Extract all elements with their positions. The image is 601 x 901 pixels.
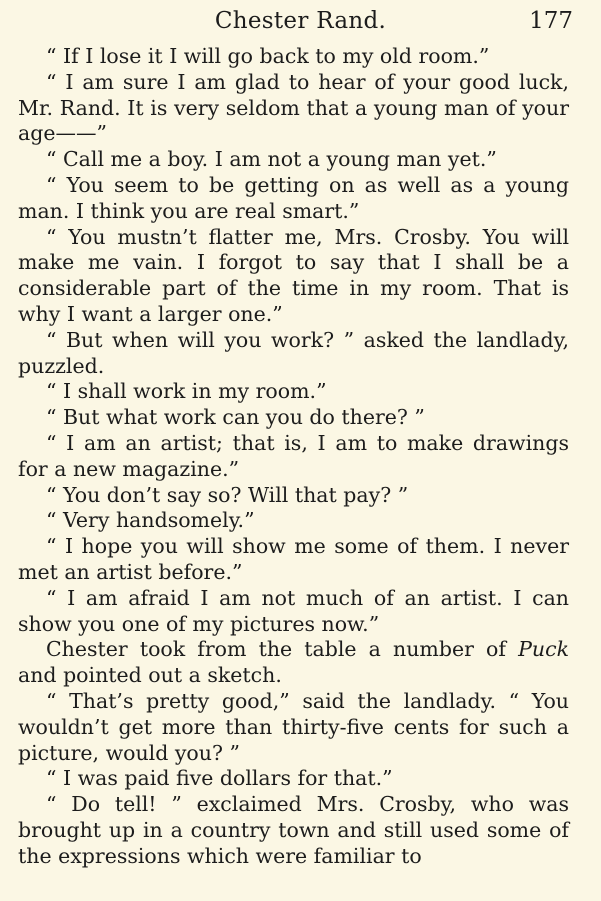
paragraph-13: “ I am afraid I am not much of an artist. I can show you one of my pictures now.” bbox=[18, 585, 569, 636]
paragraph-16: “ I was paid five dollars for that.” bbox=[46, 766, 393, 791]
body-text bbox=[18, 44, 569, 870]
paragraph-9: “ I am an artist; that is, I am to make drawings for a new magazine.” bbox=[18, 430, 569, 481]
paragraph-12: “ I hope you will show me some of them. I never met an artist before.” bbox=[18, 534, 569, 584]
page-number: 177 bbox=[529, 8, 573, 34]
paragraph-4: “ You seem to be getting on as well as a young man. I think you are real smart.” bbox=[18, 172, 569, 223]
paragraph-1: “ If I lose it I will go back to my old room.” bbox=[46, 44, 490, 68]
paragraph-10: “ You don’t say so? Will that pay? ” bbox=[46, 482, 409, 507]
paragraph-6: “ But when will you work? ” asked the landlady, puzzled. bbox=[18, 327, 569, 378]
paragraph-14-text-after: and pointed out a sketch. bbox=[18, 663, 282, 688]
paragraph-7: “ I shall work in my room.” bbox=[46, 379, 327, 404]
running-title: Chester Rand. bbox=[214, 8, 387, 34]
paragraph-14-text-before: Chester took from the table a number of bbox=[46, 637, 519, 662]
paragraph-14 bbox=[18, 637, 569, 689]
paragraph-3: “ Call me a boy. I am not a young man yet.” bbox=[46, 147, 497, 172]
paragraph-8: “ But what work can you do there? ” bbox=[46, 405, 425, 430]
paragraph-17: “ Do tell! ” exclaimed Mrs. Crosby, who was brought up in a country town and still used some of the expressions which were familiar to bbox=[18, 792, 569, 868]
paragraph-11: “ Very handsomely.” bbox=[46, 508, 255, 533]
paragraph-5: “ You mustn’t flatter me, Mrs. Crosby. You will make me vain. I forgot to say that I shall be a considerable part of the time in my room. That is why I want a larger one.” bbox=[18, 224, 569, 326]
page-header bbox=[0, 6, 601, 40]
magazine-title-puck: Puck bbox=[518, 637, 569, 662]
paragraph-2: “ I am sure I am glad to hear of your good luck, Mr. Rand. It is very seldom that a young man of your age——” bbox=[18, 69, 569, 146]
paragraph-15: “ That’s pretty good,” said the landlady. “ You wouldn’t get more than thirty-five cents for such a picture, would you? ” bbox=[18, 688, 569, 765]
